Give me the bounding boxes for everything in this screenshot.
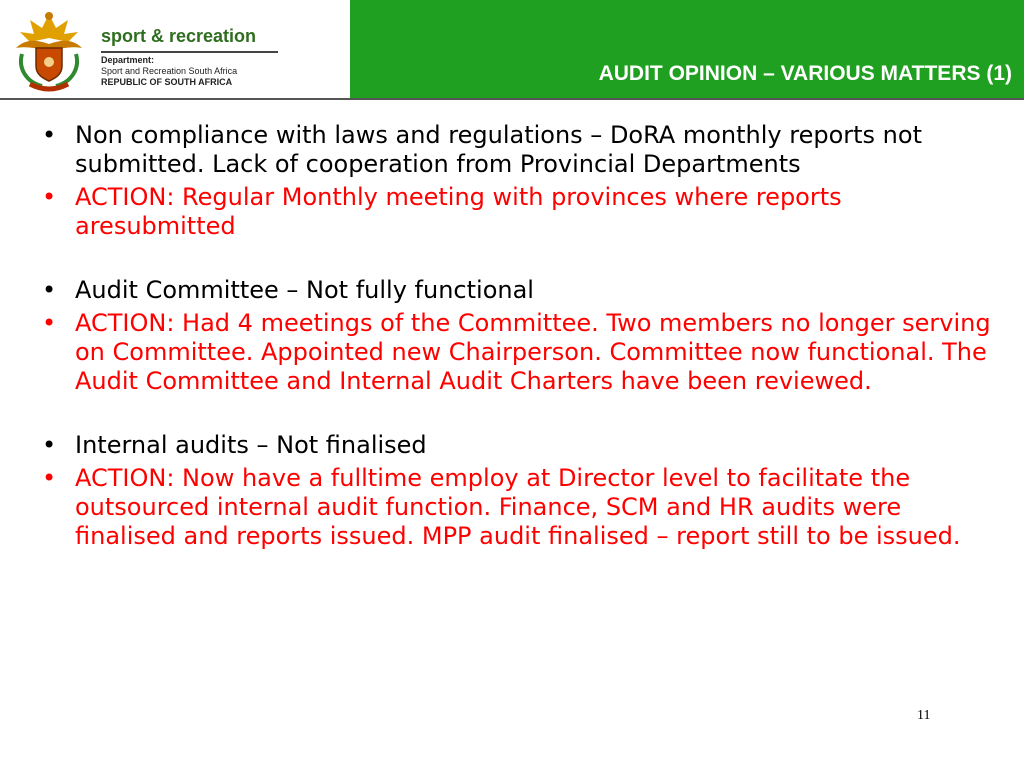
bullet-item-internal-audits-action [42,464,1002,551]
bullet-item-dora-compliance [42,121,1002,179]
bullet-icon: • [42,309,57,337]
slide-body [42,121,1002,555]
bullet-text: Internal audits – Not finalised [75,431,427,459]
bullet-item-dora-action [42,183,1002,241]
country-name: REPUBLIC OF SOUTH AFRICA [101,77,233,87]
brand-divider [101,51,278,53]
bullet-item-audit-committee-action [42,309,1002,396]
title-bar [350,0,1024,98]
bullet-text: ACTION: Now have a fulltime employ at Director level to facilitate the outsourced internal audit function. Finance, SCM and HR audits were finalised and reports issued. MPP audit finalised – report still to be issued. [75,464,961,550]
header-divider [0,98,1024,100]
brand-title: sport & recreation [101,26,257,46]
bullet-item-internal-audits [42,431,1002,460]
slide-header [0,0,1024,100]
bullet-text: ACTION: Had 4 meetings of the Committee. Two members no longer serving on Committee. Appointed new Chairperson. Committee now functional. The Audit Committee and Internal Audit Charters have been reviewed. [75,309,991,395]
slide-title: AUDIT OPINION – VARIOUS MATTERS (1) [598,62,1012,85]
bullet-text: Non compliance with laws and regulations – DoRA monthly reports not submitted. Lack of cooperation from Provincial Departments [75,121,922,178]
department-info [101,55,237,88]
bullet-item-audit-committee [42,276,1002,305]
bullet-icon: • [42,431,57,459]
bullet-text: Audit Committee – Not fully functional [75,276,534,304]
bullet-list [42,121,1002,551]
page-number: 11 [917,708,931,723]
bullet-icon: • [42,183,57,211]
department-label: Department: [101,55,155,65]
department-name: Sport and Recreation South Africa [101,66,238,76]
bullet-icon: • [42,121,57,149]
bullet-text: ACTION: Regular Monthly meeting with provinces where reports aresubmitted [75,183,842,240]
bullet-icon: • [42,464,57,492]
department-logo [0,0,350,100]
bullet-icon: • [42,276,57,304]
coat-of-arms-icon [8,8,90,92]
